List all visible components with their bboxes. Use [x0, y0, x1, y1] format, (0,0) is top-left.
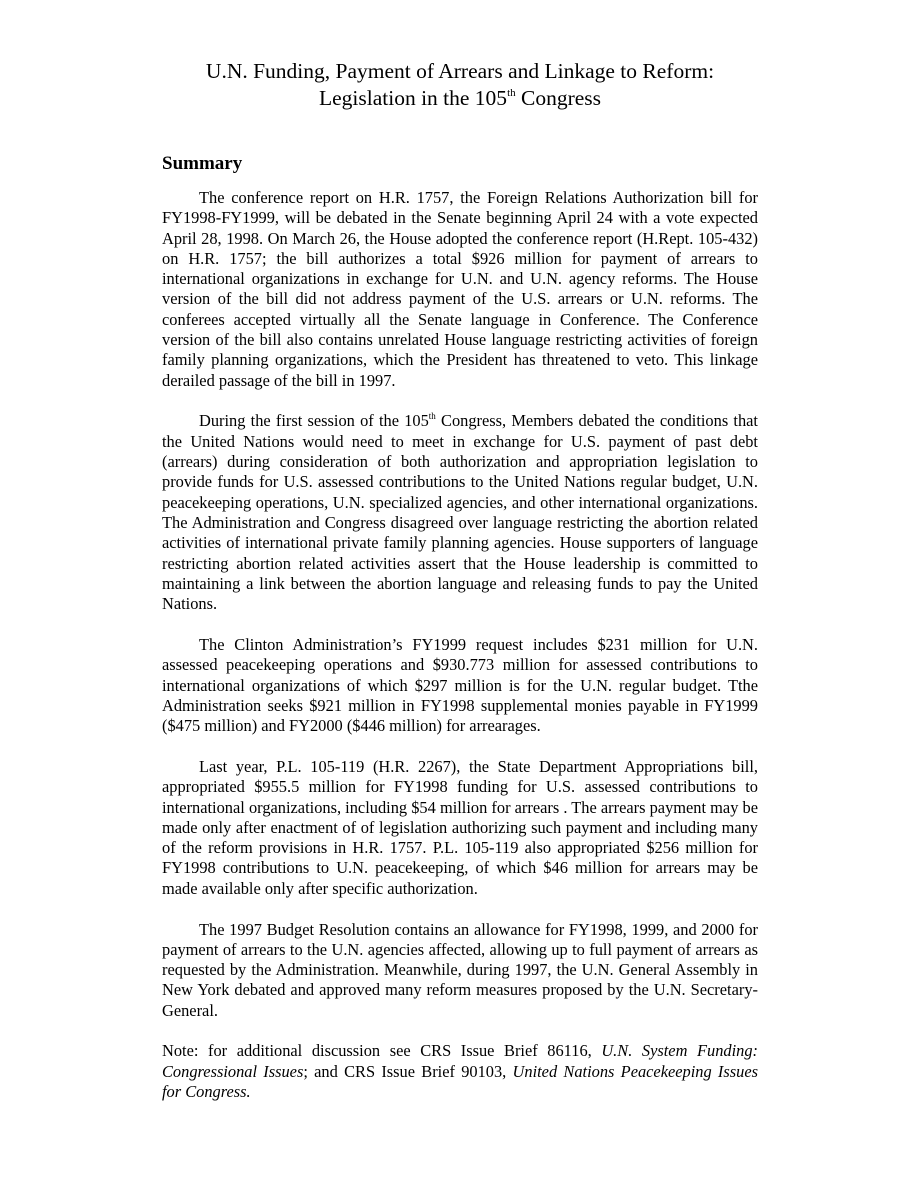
document-title: [162, 58, 758, 112]
summary-heading: Summary: [162, 153, 243, 174]
title-superscript: th: [507, 87, 516, 99]
document-page: [162, 58, 758, 1102]
paragraph-2-superscript: th: [428, 411, 436, 422]
paragraph-2-start: During the first session of the 105: [199, 411, 429, 431]
title-line-2-text: Legislation in the 105: [318, 86, 508, 110]
note-prefix: Note: for additional discussion see CRS Issue Brief 86116,: [162, 1041, 602, 1061]
summary-paragraph-3: The Clinton Administration’s FY1999 request includes $231 million for U.N. assessed peacekeeping operations and $930.773 million for assessed contributions to international organizations of which $297 million is for the U.N. regular budget. Tthe Administration seeks $921 million in FY1998 supplemental monies payable in FY1999 ($475 million) and FY2000 ($446 million) for arrearages.: [162, 634, 758, 736]
note-middle: ; and CRS Issue Brief 90103,: [303, 1061, 513, 1081]
paragraph-2-rest: Congress, Members debated the conditions that the United Nations would need to meet in exchange for U.S. payment of past debt (arrears) during consideration of both authorization and appropriation legislation to provide funds for U.S. assessed contributions to the United Nations regular budget, U.N. peacekeeping operations, U.N. specialized agencies, and other international organizations. The Administration and Congress disagreed over language restricting the abortion related activities of international private family planning agencies. House supporters of language restricting abortion related activities assert that the House leadership is committed to maintaining a link between the abortion language and releasing funds to pay the United Nations.: [162, 411, 758, 614]
note-brief-title-2: United Nations Peacekeeping Issues for Congress.: [162, 1061, 758, 1102]
summary-paragraph-4: Last year, P.L. 105-119 (H.R. 2267), the State Department Appropriations bill, appropriated $955.5 million for FY1998 funding for U.S. assessed contributions to international organizations, including $54 million for arrears . The arrears payment may be made only after enactment of of legislation authorizing such payment and including many of the reform provisions in H.R. 1757. P.L. 105-119 also appropriated $256 million for FY1998 contributions to U.N. peacekeeping, of which $46 million for arrears may be made available only after specific authorization.: [162, 756, 758, 898]
summary-paragraph-5: The 1997 Budget Resolution contains an allowance for FY1998, 1999, and 2000 for payment of arrears to the U.N. agencies affected, allowing up to full payment of arrears as requested by the Administration. Meanwhile, during 1997, the U.N. General Assembly in New York debated and approved many reform measures proposed by the U.N. Secretary-General.: [162, 919, 758, 1020]
title-line-2: [319, 86, 601, 110]
note-brief-title-1: U.N. System Funding: Congressional Issues: [162, 1041, 758, 1081]
note-paragraph: [162, 1041, 758, 1102]
summary-paragraph-2: [162, 411, 758, 614]
title-line-2-end: Congress: [515, 86, 602, 110]
title-line-1: U.N. Funding, Payment of Arrears and Linkage to Reform:: [205, 59, 715, 83]
summary-paragraph-1: The conference report on H.R. 1757, the Foreign Relations Authorization bill for FY1998-FY1999, will be debated in the Senate beginning April 24 with a vote expected April 28, 1998. On March 26, the House adopted the conference report (H.Rept. 105-432) on H.R. 1757; the bill authorizes a total $926 million for payment of arrears to international organizations in exchange for U.N. and U.N. agency reforms. The House version of the bill did not address payment of the U.S. arrears or U.N. reforms. The conferees accepted virtually all the Senate language in Conference. The Conference version of the bill also contains unrelated House language restricting activities of foreign family planning organizations, which the President has threatened to veto. This linkage derailed passage of the bill in 1997.: [162, 188, 758, 390]
